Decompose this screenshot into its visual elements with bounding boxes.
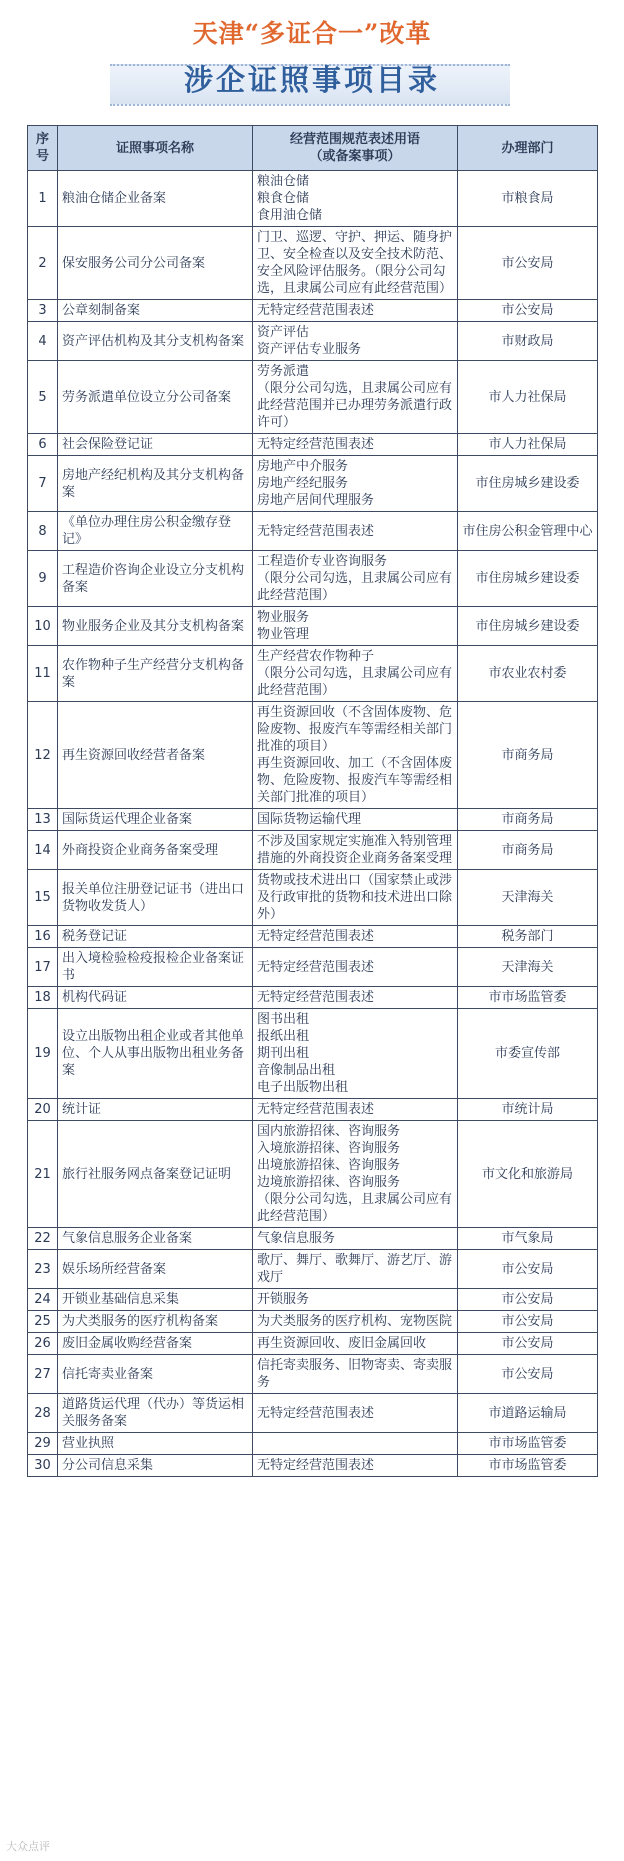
department: 市粮食局 xyxy=(458,171,598,227)
scope-line: 房地产经纪服务 xyxy=(257,476,349,491)
business-scope xyxy=(253,456,458,512)
table-row xyxy=(28,227,598,300)
table-row xyxy=(28,1394,598,1433)
department: 市商务局 xyxy=(458,831,598,870)
department: 市公安局 xyxy=(458,227,598,300)
department: 市文化和旅游局 xyxy=(458,1121,598,1228)
item-name: 设立出版物出租企业或者其他单位、个人从事出版物出租业务备案 xyxy=(58,1009,253,1099)
row-number: 20 xyxy=(28,1099,58,1121)
table-row xyxy=(28,361,598,434)
scope-line: 图书出租 xyxy=(257,1012,310,1027)
item-name: 农作物种子生产经营分支机构备案 xyxy=(58,646,253,702)
table-body xyxy=(28,171,598,1477)
scope-line: 门卫、巡逻、守护、押运、随身护卫、安全检查以及安全技术防范、安全风险评估服务。（限分公司勾选，且隶属公司应有此经营范围） xyxy=(257,230,453,296)
table-row xyxy=(28,171,598,227)
row-number: 27 xyxy=(28,1355,58,1394)
table-row xyxy=(28,1289,598,1311)
department: 市住房城乡建设委 xyxy=(458,551,598,607)
table-row xyxy=(28,1433,598,1455)
header-scope: 经营范围规范表述用语 （或备案事项） xyxy=(253,126,458,171)
scope-line: 信托寄卖服务、旧物寄卖、寄卖服务 xyxy=(257,1358,453,1390)
table-row xyxy=(28,809,598,831)
table-row xyxy=(28,1455,598,1477)
item-name: 气象信息服务企业备案 xyxy=(58,1228,253,1250)
scope-line: 货物或技术进出口（国家禁止或涉及行政审批的货物和技术进出口除外） xyxy=(257,873,453,922)
row-number: 17 xyxy=(28,948,58,987)
business-scope xyxy=(253,227,458,300)
row-number: 28 xyxy=(28,1394,58,1433)
table-header-row xyxy=(28,126,598,171)
item-name: 公章刻制备案 xyxy=(58,300,253,322)
scope-line: 出境旅游招徕、咨询服务 xyxy=(257,1158,401,1173)
department: 市市场监管委 xyxy=(458,987,598,1009)
row-number: 10 xyxy=(28,607,58,646)
department: 市气象局 xyxy=(458,1228,598,1250)
item-name: 统计证 xyxy=(58,1099,253,1121)
row-number: 15 xyxy=(28,870,58,926)
business-scope xyxy=(253,831,458,870)
table-row xyxy=(28,1009,598,1099)
table-row xyxy=(28,1250,598,1289)
item-name: 工程造价咨询企业设立分支机构备案 xyxy=(58,551,253,607)
header-dept: 办理部门 xyxy=(458,126,598,171)
row-number: 3 xyxy=(28,300,58,322)
item-name: 为犬类服务的医疗机构备案 xyxy=(58,1311,253,1333)
row-number: 21 xyxy=(28,1121,58,1228)
item-name: 保安服务公司分公司备案 xyxy=(58,227,253,300)
business-scope xyxy=(253,1311,458,1333)
row-number: 5 xyxy=(28,361,58,434)
business-scope xyxy=(253,171,458,227)
row-number: 2 xyxy=(28,227,58,300)
row-number: 29 xyxy=(28,1433,58,1455)
scope-line: 无特定经营范围表述 xyxy=(257,990,375,1005)
row-number: 11 xyxy=(28,646,58,702)
scope-line: 粮食仓储 xyxy=(257,191,310,206)
scope-line: （限分公司勾选，且隶属公司应有此经营范围） xyxy=(257,666,453,698)
row-number: 7 xyxy=(28,456,58,512)
department: 市公安局 xyxy=(458,1311,598,1333)
department: 市公安局 xyxy=(458,1333,598,1355)
row-number: 14 xyxy=(28,831,58,870)
department: 市市场监管委 xyxy=(458,1455,598,1477)
scope-line: 音像制品出租 xyxy=(257,1063,336,1078)
scope-line: 生产经营农作物种子 xyxy=(257,649,375,664)
item-name: 娱乐场所经营备案 xyxy=(58,1250,253,1289)
department: 市公安局 xyxy=(458,1289,598,1311)
table-row xyxy=(28,948,598,987)
table-row xyxy=(28,322,598,361)
scope-line: 无特定经营范围表述 xyxy=(257,437,375,452)
item-name: 废旧金属收购经营备案 xyxy=(58,1333,253,1355)
department: 市统计局 xyxy=(458,1099,598,1121)
item-name: 出入境检验检疫报检企业备案证书 xyxy=(58,948,253,987)
scope-line: 电子出版物出租 xyxy=(257,1080,349,1095)
item-name: 外商投资企业商务备案受理 xyxy=(58,831,253,870)
item-name: 分公司信息采集 xyxy=(58,1455,253,1477)
scope-line: 边境旅游招徕、咨询服务 xyxy=(257,1175,401,1190)
table-row xyxy=(28,551,598,607)
item-name: 劳务派遣单位设立分公司备案 xyxy=(58,361,253,434)
business-scope xyxy=(253,1250,458,1289)
business-scope xyxy=(253,1355,458,1394)
scope-line: 资产评估 xyxy=(257,325,310,340)
scope-line: 报纸出租 xyxy=(257,1029,310,1044)
row-number: 18 xyxy=(28,987,58,1009)
table-row xyxy=(28,607,598,646)
row-number: 9 xyxy=(28,551,58,607)
scope-line: 食用油仓储 xyxy=(257,208,323,223)
scope-line: 气象信息服务 xyxy=(257,1231,336,1246)
table-row xyxy=(28,1311,598,1333)
table-row xyxy=(28,512,598,551)
scope-line: 再生资源回收（不含固体废物、危险废物、报废汽车等需经相关部门批准的项目） xyxy=(257,705,453,754)
row-number: 12 xyxy=(28,702,58,809)
scope-line: 国际货物运输代理 xyxy=(257,812,362,827)
department: 市道路运输局 xyxy=(458,1394,598,1433)
scope-line: 房地产中介服务 xyxy=(257,459,349,474)
scope-line: 无特定经营范围表述 xyxy=(257,303,375,318)
business-scope xyxy=(253,926,458,948)
item-name: 信托寄卖业备案 xyxy=(58,1355,253,1394)
item-name: 营业执照 xyxy=(58,1433,253,1455)
row-number: 19 xyxy=(28,1009,58,1099)
business-scope xyxy=(253,1009,458,1099)
department: 市住房城乡建设委 xyxy=(458,456,598,512)
item-name: 再生资源回收经营者备案 xyxy=(58,702,253,809)
scope-line: 无特定经营范围表述 xyxy=(257,1458,375,1473)
business-scope xyxy=(253,702,458,809)
row-number: 25 xyxy=(28,1311,58,1333)
business-scope xyxy=(253,434,458,456)
business-scope xyxy=(253,512,458,551)
table-row xyxy=(28,434,598,456)
table-row xyxy=(28,1228,598,1250)
title-line-1: 天津“多证合一”改革 xyxy=(192,19,432,48)
scope-line: 劳务派遣 xyxy=(257,364,310,379)
item-name: 粮油仓储企业备案 xyxy=(58,171,253,227)
header-no: 序号 xyxy=(28,126,58,171)
row-number: 1 xyxy=(28,171,58,227)
row-number: 23 xyxy=(28,1250,58,1289)
scope-line: 无特定经营范围表述 xyxy=(257,959,375,975)
table-row xyxy=(28,1355,598,1394)
business-scope xyxy=(253,1228,458,1250)
header xyxy=(0,0,624,120)
item-name: 房地产经纪机构及其分支机构备案 xyxy=(58,456,253,512)
scope-line: 国内旅游招徕、咨询服务 xyxy=(257,1124,401,1139)
scope-line: 再生资源回收、加工（不含固体废物、危险废物、报废汽车等需经相关部门批准的项目） xyxy=(257,756,453,805)
business-scope xyxy=(253,551,458,607)
table-row xyxy=(28,870,598,926)
row-number: 4 xyxy=(28,322,58,361)
row-number: 26 xyxy=(28,1333,58,1355)
item-name: 物业服务企业及其分支机构备案 xyxy=(58,607,253,646)
table-row xyxy=(28,831,598,870)
item-name: 国际货运代理企业备案 xyxy=(58,809,253,831)
watermark: 大众点评 xyxy=(6,1840,50,1853)
row-number: 30 xyxy=(28,1455,58,1477)
scope-line: 期刊出租 xyxy=(257,1046,310,1061)
business-scope xyxy=(253,322,458,361)
row-number: 6 xyxy=(28,434,58,456)
scope-line: 物业服务 xyxy=(257,610,310,625)
table-row xyxy=(28,1333,598,1355)
department: 市公安局 xyxy=(458,300,598,322)
department: 市市场监管委 xyxy=(458,1433,598,1455)
item-name: 道路货运代理（代办）等货运相关服务备案 xyxy=(58,1394,253,1433)
department: 天津海关 xyxy=(458,948,598,987)
item-name: 《单位办理住房公积金缴存登记》 xyxy=(58,512,253,551)
business-scope xyxy=(253,1394,458,1433)
business-scope xyxy=(253,1099,458,1121)
department: 市人力社保局 xyxy=(458,434,598,456)
item-name: 社会保险登记证 xyxy=(58,434,253,456)
table-row xyxy=(28,456,598,512)
table-row xyxy=(28,702,598,809)
business-scope xyxy=(253,1433,458,1455)
item-name: 报关单位注册登记证书（进出口货物收发货人） xyxy=(58,870,253,926)
item-name: 资产评估机构及其分支机构备案 xyxy=(58,322,253,361)
business-scope xyxy=(253,987,458,1009)
department: 天津海关 xyxy=(458,870,598,926)
scope-line: 物业管理 xyxy=(257,627,310,642)
scope-line: 再生资源回收、废旧金属回收 xyxy=(257,1336,427,1351)
row-number: 13 xyxy=(28,809,58,831)
business-scope xyxy=(253,361,458,434)
scope-line: 工程造价专业咨询服务 xyxy=(257,554,388,569)
table-row xyxy=(28,926,598,948)
department: 市财政局 xyxy=(458,322,598,361)
scope-line: （限分公司勾选，且隶属公司应有此经营范围并已办理劳务派遣行政许可） xyxy=(257,381,453,430)
table-row xyxy=(28,1121,598,1228)
scope-line: 资产评估专业服务 xyxy=(257,342,362,357)
scope-line: （限分公司勾选，且隶属公司应有此经营范围） xyxy=(257,1192,453,1224)
business-scope xyxy=(253,870,458,926)
department: 市商务局 xyxy=(458,809,598,831)
business-scope xyxy=(253,300,458,322)
table-row xyxy=(28,300,598,322)
business-scope xyxy=(253,607,458,646)
department: 税务部门 xyxy=(458,926,598,948)
business-scope xyxy=(253,646,458,702)
scope-line: 开锁服务 xyxy=(257,1292,310,1307)
department: 市公安局 xyxy=(458,1355,598,1394)
business-scope xyxy=(253,1455,458,1477)
scope-line: 为犬类服务的医疗机构、宠物医院 xyxy=(257,1314,453,1329)
business-scope xyxy=(253,1333,458,1355)
row-number: 22 xyxy=(28,1228,58,1250)
business-scope xyxy=(253,948,458,987)
scope-line: 歌厅、舞厅、歌舞厅、游艺厅、游戏厅 xyxy=(257,1253,453,1285)
scope-line: 无特定经营范围表述 xyxy=(257,929,375,944)
department: 市商务局 xyxy=(458,702,598,809)
department: 市住房城乡建设委 xyxy=(458,607,598,646)
item-name: 机构代码证 xyxy=(58,987,253,1009)
table-row xyxy=(28,987,598,1009)
header-name: 证照事项名称 xyxy=(58,126,253,171)
business-scope xyxy=(253,1121,458,1228)
department: 市公安局 xyxy=(458,1250,598,1289)
row-number: 24 xyxy=(28,1289,58,1311)
scope-line: 无特定经营范围表述 xyxy=(257,1102,375,1117)
department: 市住房公积金管理中心 xyxy=(458,512,598,551)
item-name: 旅行社服务网点备案登记证明 xyxy=(58,1121,253,1228)
catalog-table xyxy=(27,125,598,1477)
scope-line: 无特定经营范围表述 xyxy=(257,1405,375,1421)
department: 市人力社保局 xyxy=(458,361,598,434)
table-row xyxy=(28,646,598,702)
business-scope xyxy=(253,1289,458,1311)
scope-line: 不涉及国家规定实施准入特别管理措施的外商投资企业商务备案受理 xyxy=(257,834,453,866)
department: 市农业农村委 xyxy=(458,646,598,702)
business-scope xyxy=(253,809,458,831)
title-line-2: 涉企证照事项目录 xyxy=(183,63,440,97)
row-number: 8 xyxy=(28,512,58,551)
scope-line: 粮油仓储 xyxy=(257,174,310,189)
item-name: 税务登记证 xyxy=(58,926,253,948)
scope-line: 无特定经营范围表述 xyxy=(257,523,375,539)
scope-line: （限分公司勾选，且隶属公司应有此经营范围） xyxy=(257,571,453,603)
department: 市委宣传部 xyxy=(458,1009,598,1099)
row-number: 16 xyxy=(28,926,58,948)
item-name: 开锁业基础信息采集 xyxy=(58,1289,253,1311)
scope-line: 房地产居间代理服务 xyxy=(257,493,375,508)
scope-line: 入境旅游招徕、咨询服务 xyxy=(257,1141,401,1156)
table-row xyxy=(28,1099,598,1121)
